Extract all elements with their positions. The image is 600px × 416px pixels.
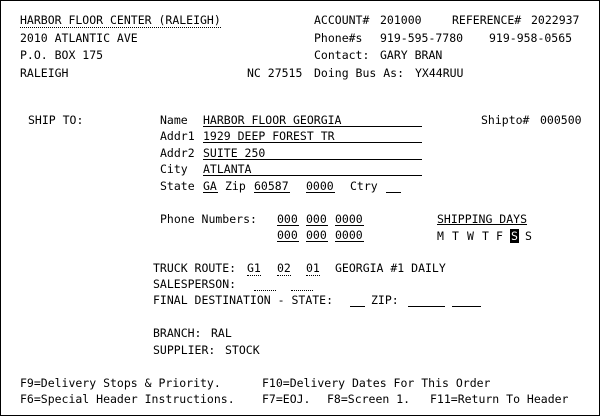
phone2-prefix-field[interactable]: 000 [306,228,327,242]
city-label: City [160,162,188,176]
zip-field[interactable]: 60587 [254,179,289,193]
phone-numbers-label: Phone Numbers: [160,212,257,226]
city-field[interactable]: ATLANTA [203,162,422,176]
state-zip: NC 27515 [247,66,303,80]
ship-to-label: SHIP TO: [28,113,84,127]
shipping-day-thu[interactable]: T [482,229,489,243]
f6-key[interactable]: F6=Special Header Instructions. [20,392,235,406]
branch-value: RAL [211,326,232,340]
f10-key[interactable]: F10=Delivery Dates For This Order [262,376,491,390]
shipping-day-tue[interactable]: T [452,229,459,243]
final-zip-ext-field[interactable] [452,293,481,307]
phone2: 919-958-0565 [489,31,573,45]
f8-key[interactable]: F8=Screen 1. [327,392,411,406]
phone2-line-field[interactable]: 0000 [335,228,363,242]
shipping-day-mon[interactable]: M [437,229,444,243]
shipping-days-title: SHIPPING DAYS [437,212,528,226]
shipto-value: 000500 [540,113,582,127]
final-zip-field[interactable] [408,293,445,307]
ctry-label: Ctry [350,179,378,193]
state-label: State [160,179,195,193]
truck-route1-field[interactable]: G1 [247,261,261,275]
dba-label: Doing Bus As: [314,66,405,80]
addr1-field[interactable]: 1929 DEEP FOREST TR [203,129,422,143]
city: RALEIGH [20,66,69,80]
truck-route-label: TRUCK ROUTE: [153,261,237,275]
name-field[interactable]: HARBOR FLOOR GEORGIA [203,113,422,127]
supplier-label: SUPPLIER: [153,343,216,357]
addr2-label: Addr2 [160,146,195,160]
state-field[interactable]: GA [203,179,217,193]
reference-value: 2022937 [531,13,580,27]
final-destination-label: FINAL DESTINATION - STATE: [153,293,334,307]
final-state-field[interactable] [350,293,365,307]
f7-key[interactable]: F7=EOJ. [262,392,311,406]
addr1-label: Addr1 [160,129,195,143]
f11-key[interactable]: F11=Return To Header [430,392,569,406]
addr2-field[interactable]: SUITE 250 [203,146,422,160]
address-line2: P.O. BOX 175 [20,48,104,62]
phone2-area-field[interactable]: 000 [277,228,298,242]
truck-route3-field[interactable]: 01 [306,261,320,275]
shipto-label: Shipto# [481,113,530,127]
salesperson1-field[interactable] [254,277,276,291]
truck-route2-field[interactable]: 02 [277,261,291,275]
phone1: 919-595-7780 [380,31,464,45]
ctry-field[interactable] [386,179,401,193]
reference-label: REFERENCE# [452,13,522,27]
shipping-day-wed[interactable]: W [467,229,474,243]
phones-label: Phone#s [314,31,363,45]
salesperson-label: SALESPERSON: [153,277,237,291]
zip-label: Zip [225,179,246,193]
truck-route-desc: GEORGIA #1 DAILY [335,261,446,275]
phone1-area-field[interactable]: 000 [277,212,298,226]
final-zip-label: ZIP: [371,293,399,307]
supplier-value: STOCK [225,343,260,357]
contact-value: GARY BRAN [380,48,443,62]
f9-key[interactable]: F9=Delivery Stops & Priority. [20,376,221,390]
phone1-line-field[interactable]: 0000 [335,212,363,226]
dba-value: YX44RUU [415,66,464,80]
contact-label: Contact: [314,48,370,62]
account-value: 201000 [380,13,422,27]
shipping-day-sun[interactable]: S [525,229,532,243]
salesperson2-field[interactable] [291,277,313,291]
address-line1: 2010 ATLANTIC AVE [20,31,138,45]
account-label: ACCOUNT# [314,13,370,27]
zip-ext-field[interactable]: 0000 [306,179,334,193]
name-label: Name [160,113,188,127]
shipping-day-fri[interactable]: F [496,229,503,243]
shipping-day-sat-selected[interactable]: S [511,229,518,243]
branch-label: BRANCH: [153,326,202,340]
phone1-prefix-field[interactable]: 000 [306,212,327,226]
company-name: HARBOR FLOOR CENTER (RALEIGH) [20,13,221,27]
